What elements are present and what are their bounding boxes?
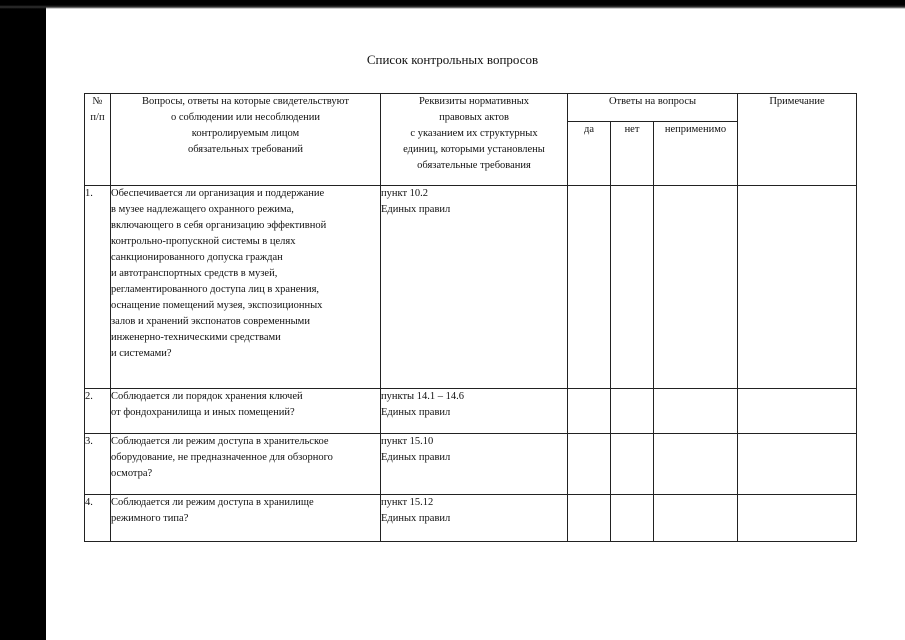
answer-no-cell[interactable] xyxy=(611,434,654,495)
header-num: № п/п xyxy=(85,94,111,186)
header-requisites: Реквизиты нормативных правовых актов с указанием их структурных единиц, которыми установлены обязательные требования xyxy=(381,94,568,186)
row-number: 4. xyxy=(85,495,111,542)
header-yes: да xyxy=(568,122,611,186)
row-question: Обеспечивается ли организация и поддержание в музее надлежащего охранного режима, включающего в себя организацию эффективной контрольно-пропускной системы в целях санкционированного допуска граждан и автотранспортных средств в музей, регламентированного доступа лиц в хранения, оснащение помещений музея, экспозиционных залов и хранений экспонатов современными инженерно-техническими средствами и системами? xyxy=(111,186,381,389)
table-row xyxy=(85,434,857,495)
header-row xyxy=(85,94,857,122)
answer-no-cell[interactable] xyxy=(611,186,654,389)
row-question: Соблюдается ли режим доступа в хранилище режимного типа? xyxy=(111,495,381,542)
table-row xyxy=(85,186,857,389)
answer-yes-cell[interactable] xyxy=(568,186,611,389)
row-question: Соблюдается ли порядок хранения ключей от фондохранилища и иных помещений? xyxy=(111,389,381,434)
header-answers: Ответы на вопросы xyxy=(568,94,738,122)
row-requisites: пункт 15.12 Единых правил xyxy=(381,495,568,542)
note-cell[interactable] xyxy=(738,389,857,434)
row-number: 1. xyxy=(85,186,111,389)
answer-na-cell[interactable] xyxy=(654,389,738,434)
header-note: Примечание xyxy=(738,94,857,186)
table-row xyxy=(85,389,857,434)
answer-yes-cell[interactable] xyxy=(568,434,611,495)
note-cell[interactable] xyxy=(738,186,857,389)
scan-border-top xyxy=(0,0,905,9)
answer-na-cell[interactable] xyxy=(654,186,738,389)
answer-na-cell[interactable] xyxy=(654,495,738,542)
header-no: нет xyxy=(611,122,654,186)
answer-no-cell[interactable] xyxy=(611,495,654,542)
note-cell[interactable] xyxy=(738,495,857,542)
note-cell[interactable] xyxy=(738,434,857,495)
row-number: 3. xyxy=(85,434,111,495)
answer-yes-cell[interactable] xyxy=(568,495,611,542)
header-question: Вопросы, ответы на которые свидетельствуют о соблюдении или несоблюдении контролируемым лицом обязательных требований xyxy=(111,94,381,186)
row-requisites: пункт 15.10 Единых правил xyxy=(381,434,568,495)
checklist-table xyxy=(84,93,857,542)
row-requisites: пункты 14.1 – 14.6 Единых правил xyxy=(381,389,568,434)
document-title: Список контрольных вопросов xyxy=(366,52,539,67)
row-requisites: пункт 10.2 Единых правил xyxy=(381,186,568,389)
answer-na-cell[interactable] xyxy=(654,434,738,495)
answer-no-cell[interactable] xyxy=(611,389,654,434)
scan-border-left xyxy=(0,0,46,640)
header-na: неприменимо xyxy=(654,122,738,186)
row-question: Соблюдается ли режим доступа в хранительское оборудование, не предназначенное для обзорного осмотра? xyxy=(111,434,381,495)
row-number: 2. xyxy=(85,389,111,434)
answer-yes-cell[interactable] xyxy=(568,389,611,434)
table-row xyxy=(85,495,857,542)
